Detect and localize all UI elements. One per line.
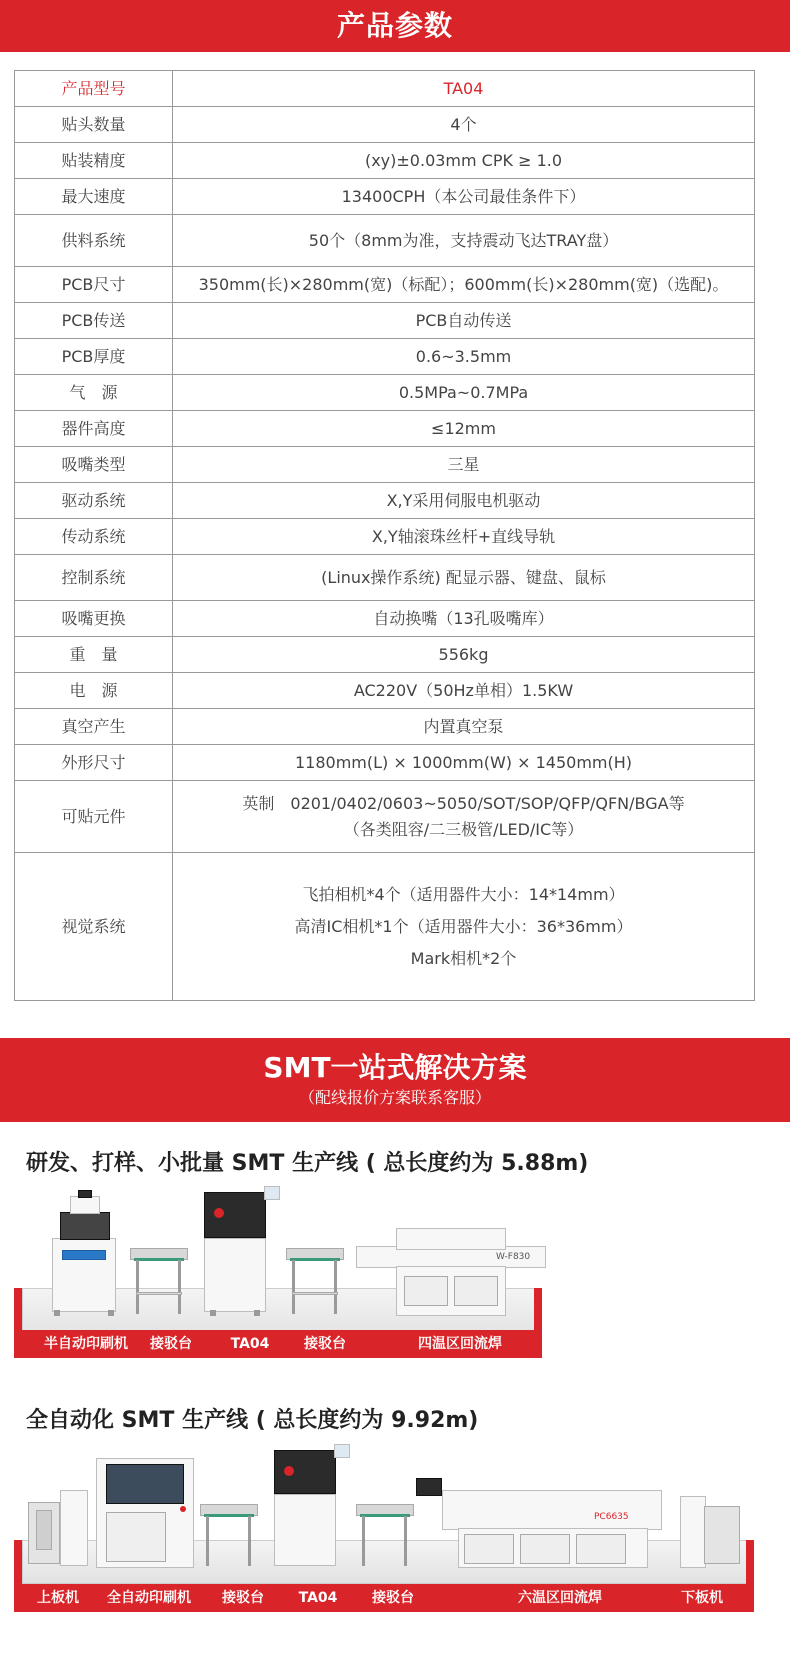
spec-row: [15, 709, 755, 745]
solutions-title: SMT一站式解决方案: [263, 1051, 527, 1084]
line1-label-ta04: TA04: [230, 1336, 270, 1352]
solutions-subtitle: （配线报价方案联系客服）: [298, 1088, 491, 1107]
spec-key: PCB尺寸: [15, 267, 173, 303]
spec-key: 重 量: [15, 637, 173, 673]
solutions-banner: [0, 1038, 790, 1122]
line2-label-printer: 全自动印刷机: [107, 1590, 191, 1606]
ta04-image-2: [270, 1444, 350, 1570]
spec-value: 1180mm(L) × 1000mm(W) × 1450mm(H): [173, 745, 755, 781]
spec-value: 0.6~3.5mm: [173, 339, 755, 375]
spec-value: 自动换嘴（13孔吸嘴库）: [173, 601, 755, 637]
spec-value: 556kg: [173, 637, 755, 673]
ta04-image-1: [200, 1186, 280, 1318]
spec-row: [15, 637, 755, 673]
line1-label-printer: 半自动印刷机: [44, 1336, 128, 1352]
loader-image: [28, 1490, 92, 1570]
spec-value: 0.5MPa~0.7MPa: [173, 375, 755, 411]
spec-key: 可贴元件: [15, 781, 173, 853]
line1-label-bar: [14, 1330, 542, 1358]
spec-value: AC220V（50Hz单相）1.5KW: [173, 673, 755, 709]
spec-value: 英制 0201/0402/0603~5050/SOT/SOP/QFP/QFN/BGA等 （各类阻容/二三极管/LED/IC等）: [173, 781, 755, 853]
spec-table: [14, 70, 755, 1001]
spec-key: 贴装精度: [15, 143, 173, 179]
conveyor-1-image: [130, 1248, 190, 1318]
spec-row: [15, 781, 755, 853]
spec-row: [15, 71, 755, 107]
spec-row: [15, 411, 755, 447]
spec-key: 真空产生: [15, 709, 173, 745]
spec-row: [15, 339, 755, 375]
spec-value: (Linux操作系统) 配显示器、键盘、鼠标: [173, 555, 755, 601]
spec-key: PCB厚度: [15, 339, 173, 375]
spec-value: 13400CPH（本公司最佳条件下）: [173, 179, 755, 215]
line2-label-conveyor-1: 接驳台: [222, 1590, 264, 1606]
spec-key: 传动系统: [15, 519, 173, 555]
spec-value: X,Y轴滚珠丝杆+直线导轨: [173, 519, 755, 555]
spec-row: [15, 483, 755, 519]
conveyor-2-image: [286, 1248, 346, 1318]
page-title: 产品参数: [336, 9, 453, 42]
auto-printer-image: [96, 1458, 194, 1570]
spec-row: [15, 745, 755, 781]
line2-label-reflow: 六温区回流焊: [518, 1590, 602, 1606]
line2-label-conveyor-2: 接驳台: [372, 1590, 414, 1606]
spec-row: [15, 143, 755, 179]
spec-key: 外形尺寸: [15, 745, 173, 781]
spec-value: 4个: [173, 107, 755, 143]
header-banner: [0, 0, 790, 52]
spec-key: 驱动系统: [15, 483, 173, 519]
spec-key: 最大速度: [15, 179, 173, 215]
line2-label-bar: [14, 1584, 754, 1612]
line2-label-unloader: 下板机: [681, 1590, 723, 1606]
spec-row: [15, 853, 755, 1001]
line2-title: 全自动化 SMT 生产线 ( 总长度约为 9.92m): [26, 1408, 479, 1433]
oven-model-label-2: PC6635: [594, 1512, 629, 1522]
oven-model-label-1: W-F830: [496, 1252, 531, 1262]
spec-key: 电 源: [15, 673, 173, 709]
line1-label-conveyor-1: 接驳台: [150, 1336, 192, 1352]
spec-key: 控制系统: [15, 555, 173, 601]
spec-row: [15, 375, 755, 411]
spec-row: [15, 555, 755, 601]
line2-label-loader: 上板机: [37, 1590, 79, 1606]
spec-value: TA04: [173, 71, 755, 107]
spec-row: [15, 303, 755, 339]
line1-label-reflow: 四温区回流焊: [418, 1336, 502, 1352]
spec-row: [15, 601, 755, 637]
spec-key: 吸嘴更换: [15, 601, 173, 637]
line2-label-ta04: TA04: [298, 1590, 338, 1606]
spec-value: 三星: [173, 447, 755, 483]
spec-value: 350mm(长)×280mm(宽)（标配）；600mm(长)×280mm(宽)（选配)。: [173, 267, 755, 303]
spec-key: 吸嘴类型: [15, 447, 173, 483]
spec-key: PCB传送: [15, 303, 173, 339]
spec-key: 视觉系统: [15, 853, 173, 1001]
spec-row: [15, 447, 755, 483]
spec-key: 产品型号: [15, 71, 173, 107]
spec-key: 器件高度: [15, 411, 173, 447]
four-zone-reflow-image: [356, 1228, 546, 1318]
conveyor-3-image: [200, 1504, 260, 1570]
spec-key: 贴头数量: [15, 107, 173, 143]
spec-value: X,Y采用伺服电机驱动: [173, 483, 755, 519]
spec-value: ≤12mm: [173, 411, 755, 447]
spec-value: PCB自动传送: [173, 303, 755, 339]
spec-value: (xy)±0.03mm CPK ≥ 1.0: [173, 143, 755, 179]
spec-key: 气 源: [15, 375, 173, 411]
unloader-image: [680, 1496, 744, 1570]
six-zone-reflow-image: [414, 1470, 674, 1570]
spec-row: [15, 215, 755, 267]
conveyor-4-image: [356, 1504, 416, 1570]
spec-row: [15, 673, 755, 709]
spec-row: [15, 179, 755, 215]
line1-label-conveyor-2: 接驳台: [304, 1336, 346, 1352]
spec-key: 供料系统: [15, 215, 173, 267]
line1-title: 研发、打样、小批量 SMT 生产线 ( 总长度约为 5.88m): [26, 1151, 589, 1176]
spec-value: 飞拍相机*4个（适用器件大小：14*14mm） 高清IC相机*1个（适用器件大小：36*36mm） Mark相机*2个: [173, 853, 755, 1001]
spec-value: 50个（8mm为准，支持震动飞达TRAY盘）: [173, 215, 755, 267]
spec-row: [15, 519, 755, 555]
spec-value: 内置真空泵: [173, 709, 755, 745]
spec-row: [15, 107, 755, 143]
semi-auto-printer-image: [50, 1190, 130, 1318]
spec-row: [15, 267, 755, 303]
